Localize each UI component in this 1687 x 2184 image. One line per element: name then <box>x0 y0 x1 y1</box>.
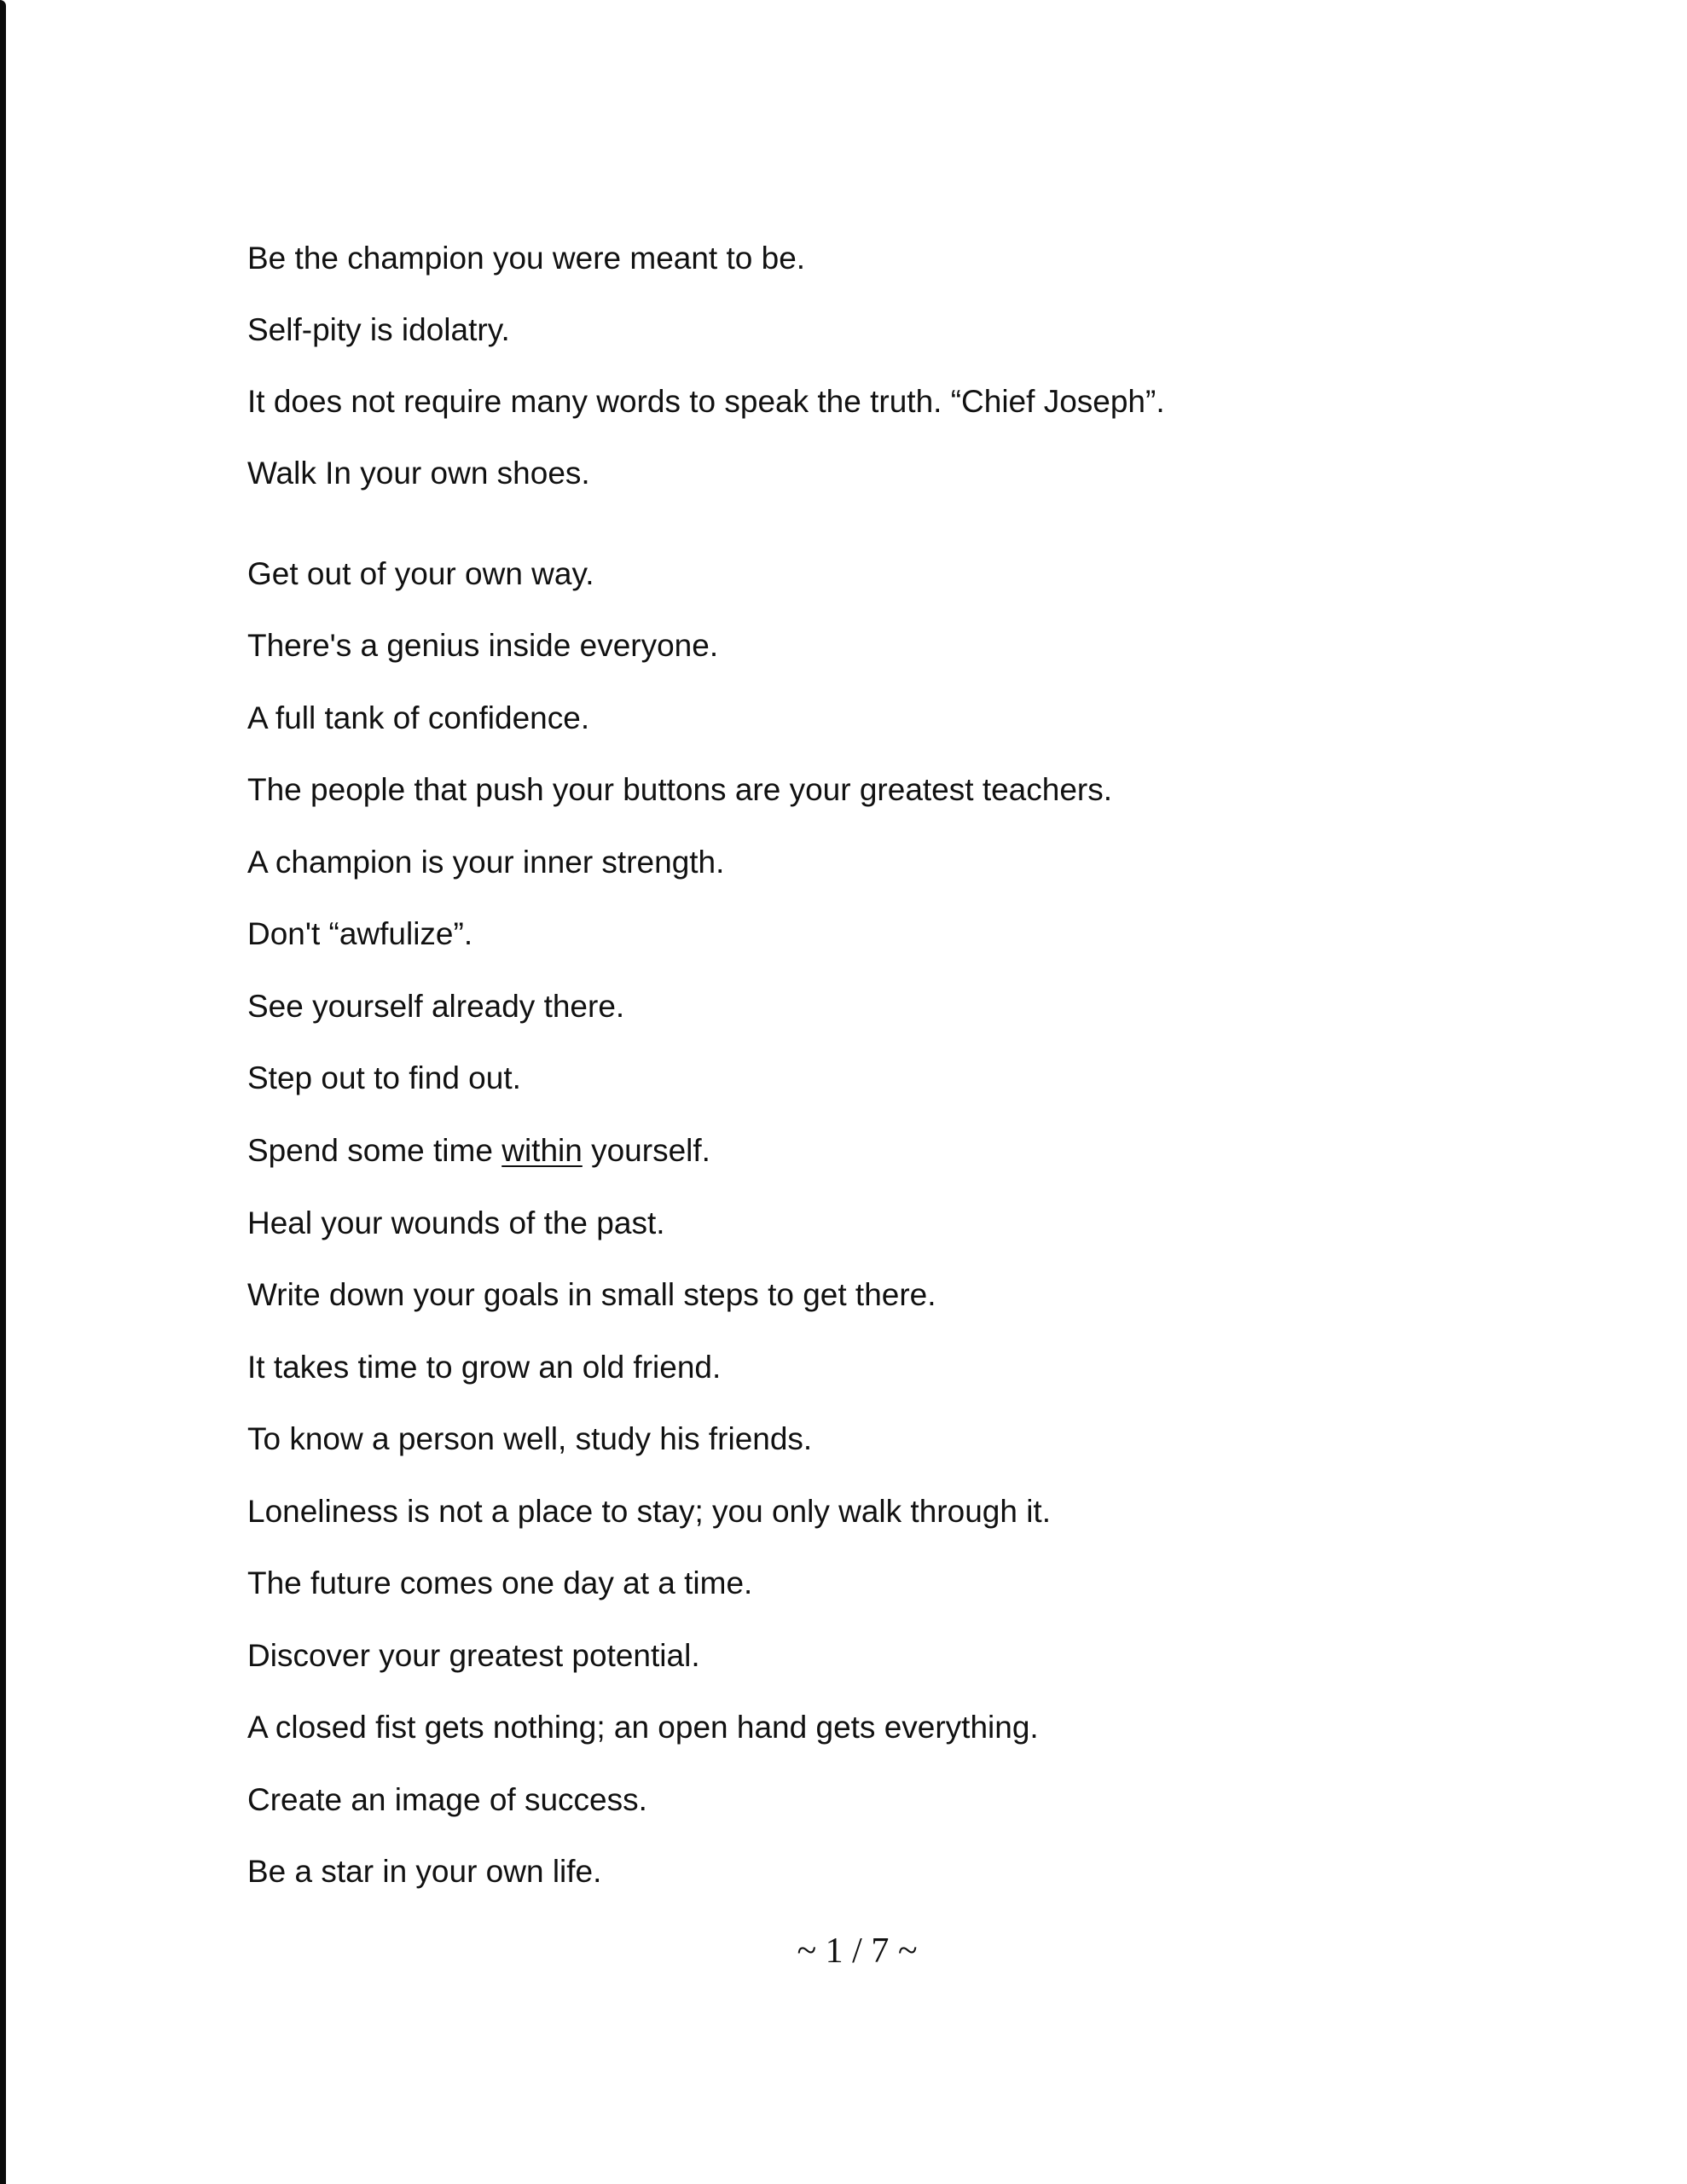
quote-text-after: yourself. <box>582 1133 710 1168</box>
quote-line: Self-pity is idolatry. <box>247 312 510 347</box>
quote-text-before: Spend some time <box>247 1133 502 1168</box>
page-number: ~ 1 / 7 ~ <box>797 1931 918 1971</box>
quote-line-with-underline <box>247 1130 710 1172</box>
quote-line: Be a star in your own life. <box>247 1854 602 1889</box>
quote-line: There's a genius inside everyone. <box>247 628 719 663</box>
quote-line: Discover your greatest potential. <box>247 1638 700 1673</box>
quote-line: The people that push your buttons are your greatest teachers. <box>247 772 1113 807</box>
quote-line: A champion is your inner strength. <box>247 845 725 880</box>
quote-line: It does not require many words to speak the truth. “Chief Joseph”. <box>247 384 1165 419</box>
underlined-word: within <box>501 1133 583 1168</box>
quote-line: The future comes one day at a time. <box>247 1565 753 1600</box>
quote-line: Step out to find out. <box>247 1060 521 1095</box>
quote-line: A full tank of confidence. <box>247 700 590 735</box>
quote-line: Write down your goals in small steps to get there. <box>247 1277 936 1312</box>
quote-line: Walk In your own shoes. <box>247 456 590 491</box>
quote-line: Get out of your own way. <box>247 556 594 591</box>
quote-line: See yourself already there. <box>247 989 625 1024</box>
quote-line: Loneliness is not a place to stay; you only walk through it. <box>247 1494 1051 1529</box>
quote-line: Create an image of success. <box>247 1782 647 1817</box>
quote-line: It takes time to grow an old friend. <box>247 1350 722 1385</box>
quote-line: To know a person well, study his friends. <box>247 1421 813 1456</box>
quote-line: A closed fist gets nothing; an open hand gets everything. <box>247 1710 1039 1745</box>
quote-line: Don't “awfulize”. <box>247 916 473 951</box>
quote-line: Be the champion you were meant to be. <box>247 241 806 276</box>
quote-line: Heal your wounds of the past. <box>247 1205 665 1240</box>
